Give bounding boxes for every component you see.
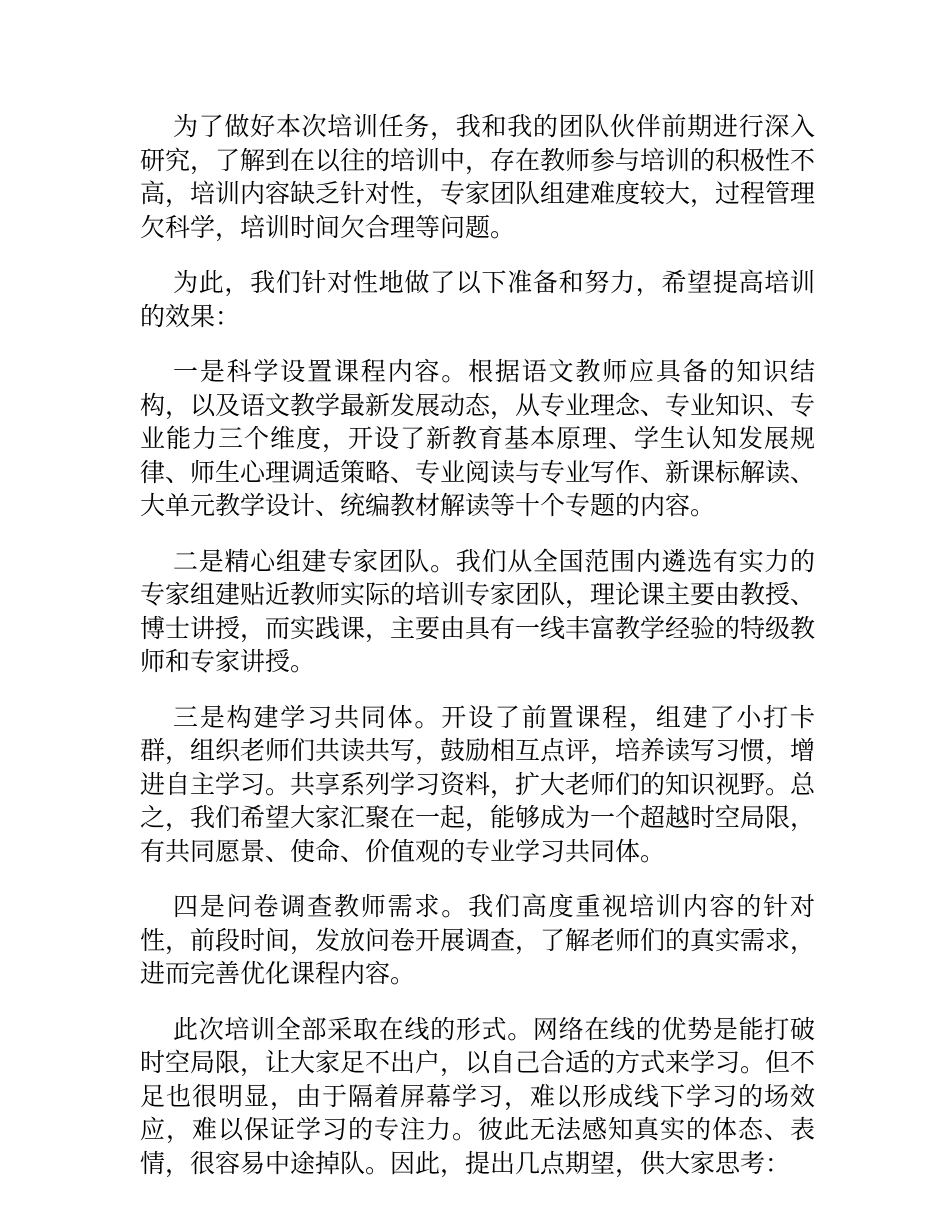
document-page bbox=[140, 110, 815, 1202]
paragraph-1: 为了做好本次培训任务，我和我的团队伙伴前期进行深入研究，了解到在以往的培训中，存在教师参与培训的积极性不高，培训内容缺乏针对性，专家团队组建难度较大，过程管理欠科学，培训时间欠合理等问题。 bbox=[140, 112, 816, 242]
paragraph-3: 一是科学设置课程内容。根据语文教师应具备的知识结构，以及语文教学最新发展动态，从专业理念、专业知识、专业能力三个维度，开设了新教育基本原理、学生认知发展规律、师生心理调适策略、专业阅读与专业写作、新课标解读、大单元教学设计、统编教材解读等十个专题的内容。 bbox=[140, 357, 816, 520]
paragraph-4: 二是精心组建专家团队。我们从全国范围内遴选有实力的专家组建贴近教师实际的培训专家团队，理论课主要由教授、博士讲授，而实践课，主要由具有一线丰富教学经验的特级教师和专家讲授。 bbox=[140, 546, 816, 676]
paragraph-5: 三是构建学习共同体。开设了前置课程，组建了小打卡群，组织老师们共读共写，鼓励相互点评，培养读写习惯，增进自主学习。共享系列学习资料，扩大老师们的知识视野。总之，我们希望大家汇聚在一起，能够成为一个超越时空局限，有共同愿景、使命、价值观的专业学习共同体。 bbox=[140, 702, 816, 866]
paragraph-6: 四是问卷调查教师需求。我们高度重视培训内容的针对性，前段时间，发放问卷开展调查，了解老师们的真实需求，进而完善优化课程内容。 bbox=[140, 892, 816, 988]
paragraph-2: 为此，我们针对性地做了以下准备和努力，希望提高培训的效果： bbox=[140, 268, 815, 331]
paragraph-7: 此次培训全部采取在线的形式。网络在线的优势是能打破时空局限，让大家足不出户，以自己合适的方式来学习。但不足也很明显，由于隔着屏幕学习，难以形成线下学习的场效应，难以保证学习的专注力。彼此无法感知真实的体态、表情，很容易中途掉队。因此，提出几点期望，供大家思考： bbox=[140, 1014, 816, 1178]
